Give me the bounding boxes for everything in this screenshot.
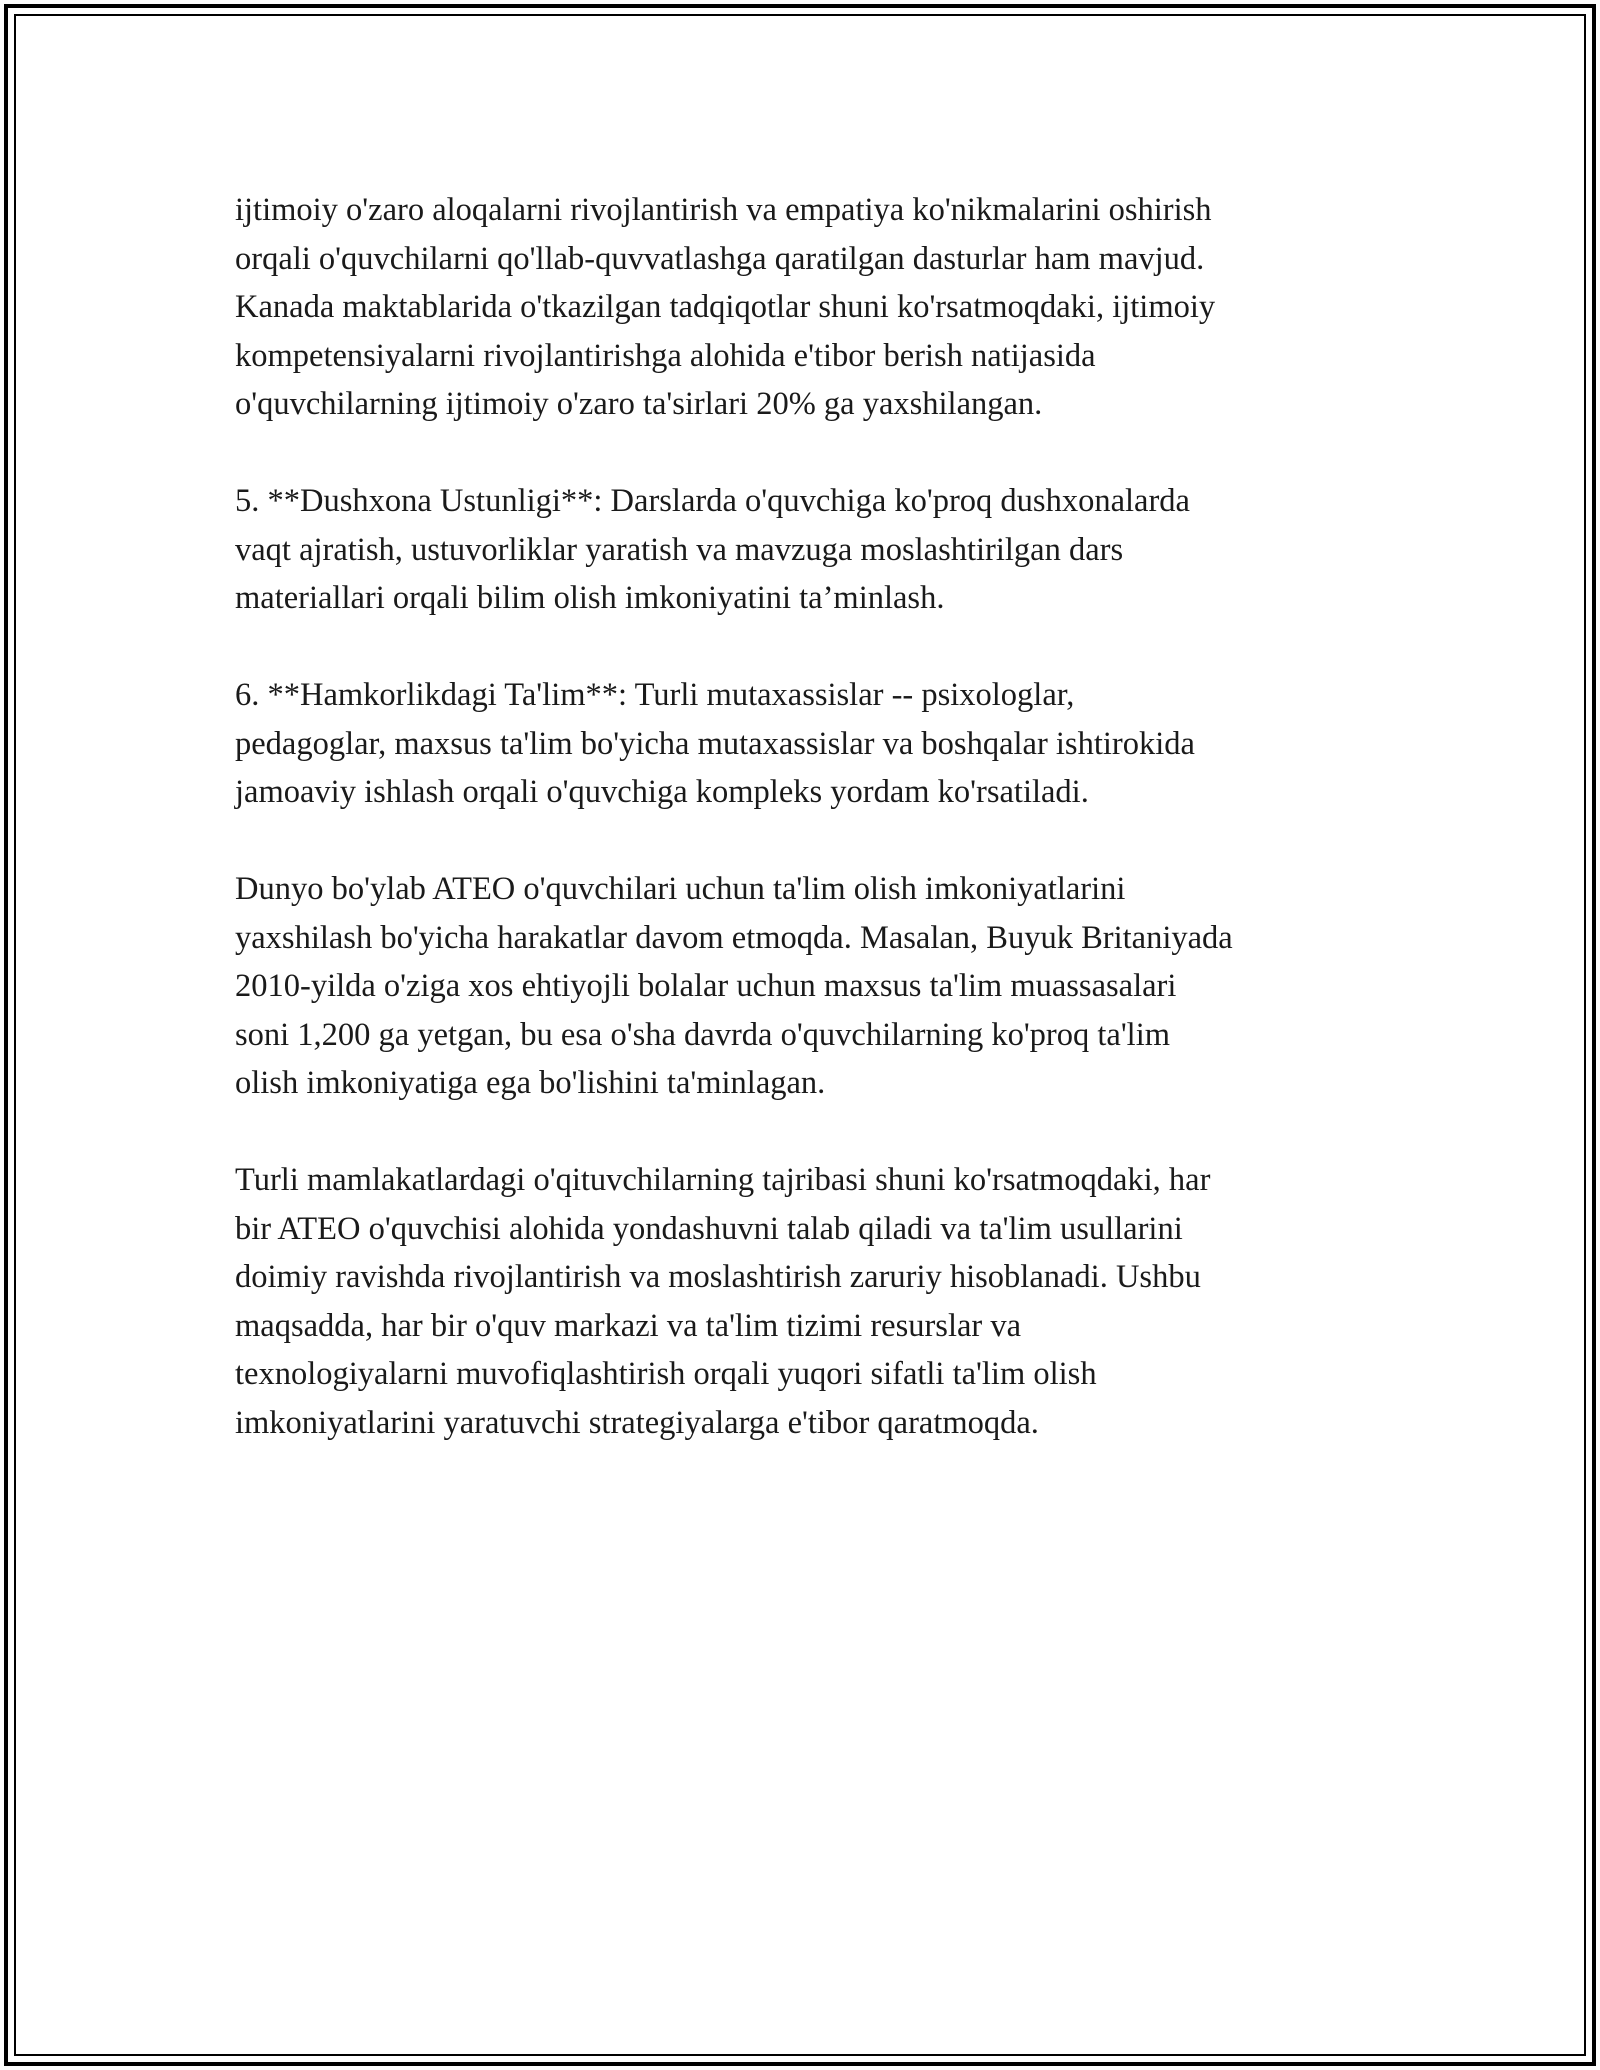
- paragraph-worldwide-efforts: [235, 865, 1365, 1108]
- text-line: materiallari orqali bilim olish imkoniyatini ta’minlash.: [235, 580, 945, 616]
- paragraph-teacher-experience: [235, 1156, 1365, 1447]
- text-line: maqsadda, har bir o'quv markazi va ta'lim tizimi resurslar va: [235, 1307, 1022, 1344]
- text-line: yaxshilash bo'yicha harakatlar davom etmoqda. Masalan, Buyuk Britaniyada: [235, 919, 1233, 956]
- text-line: Kanada maktablarida o'tkazilgan tadqiqotlar shuni ko'rsatmoqdaki, ijtimoiy: [235, 289, 1216, 325]
- paragraph-social-skills: [235, 186, 1365, 429]
- text-line: 6. **Hamkorlikdagi Ta'lim**: Turli mutaxassislar -- psixologlar,: [235, 677, 1075, 713]
- paragraph-item-5: [235, 477, 1365, 623]
- text-line: jamoaviy ishlash orqali o'quvchiga kompleks yordam ko'rsatiladi.: [235, 774, 1089, 810]
- text-line: kompetensiyalarni rivojlantirishga alohida e'tibor berish natijasida: [235, 337, 1096, 374]
- text-line: soni 1,200 ga yetgan, bu esa o'sha davrda o'quvchilarning ko'proq ta'lim: [235, 1016, 1171, 1053]
- text-line: texnologiyalarni muvofiqlashtirish orqali yuqori sifatli ta'lim olish: [235, 1356, 1097, 1392]
- text-line: 5. **Dushxona Ustunligi**: Darslarda o'quvchiga ko'proq dushxonalarda: [235, 483, 1190, 519]
- text-line: olish imkoniyatiga ega bo'lishini ta'minlagan.: [235, 1065, 826, 1101]
- text-line: ijtimoiy o'zaro aloqalarni rivojlantirish va empatiya ko'nikmalarini oshirish: [235, 192, 1212, 228]
- text-line: pedagoglar, maxsus ta'lim bo'yicha mutaxassislar va boshqalar ishtirokida: [235, 725, 1195, 762]
- document-body: [235, 186, 1365, 1496]
- text-line: bir ATEO o'quvchisi alohida yondashuvni talab qiladi va ta'lim usullarini: [235, 1210, 1183, 1247]
- text-line: o'quvchilarning ijtimoiy o'zaro ta'sirlari 20% ga yaxshilangan.: [235, 386, 1043, 422]
- text-line: orqali o'quvchilarni qo'llab-quvvatlashga qaratilgan dasturlar ham mavjud.: [235, 240, 1205, 277]
- text-line: imkoniyatlarini yaratuvchi strategiyalarga e'tibor qaratmoqda.: [235, 1404, 1039, 1441]
- text-line: vaqt ajratish, ustuvorliklar yaratish va mavzuga moslashtirilgan dars: [235, 531, 1124, 568]
- text-line: Dunyo bo'ylab ATEO o'quvchilari uchun ta'lim olish imkoniyatlarini: [235, 871, 1126, 907]
- text-line: doimiy ravishda rivojlantirish va moslashtirish zaruriy hisoblanadi. Ushbu: [235, 1259, 1201, 1295]
- text-line: 2010-yilda o'ziga xos ehtiyojli bolalar uchun maxsus ta'lim muassasalari: [235, 968, 1177, 1004]
- text-line: Turli mamlakatlardagi o'qituvchilarning tajribasi shuni ko'rsatmoqdaki, har: [235, 1162, 1211, 1198]
- paragraph-item-6: [235, 671, 1365, 817]
